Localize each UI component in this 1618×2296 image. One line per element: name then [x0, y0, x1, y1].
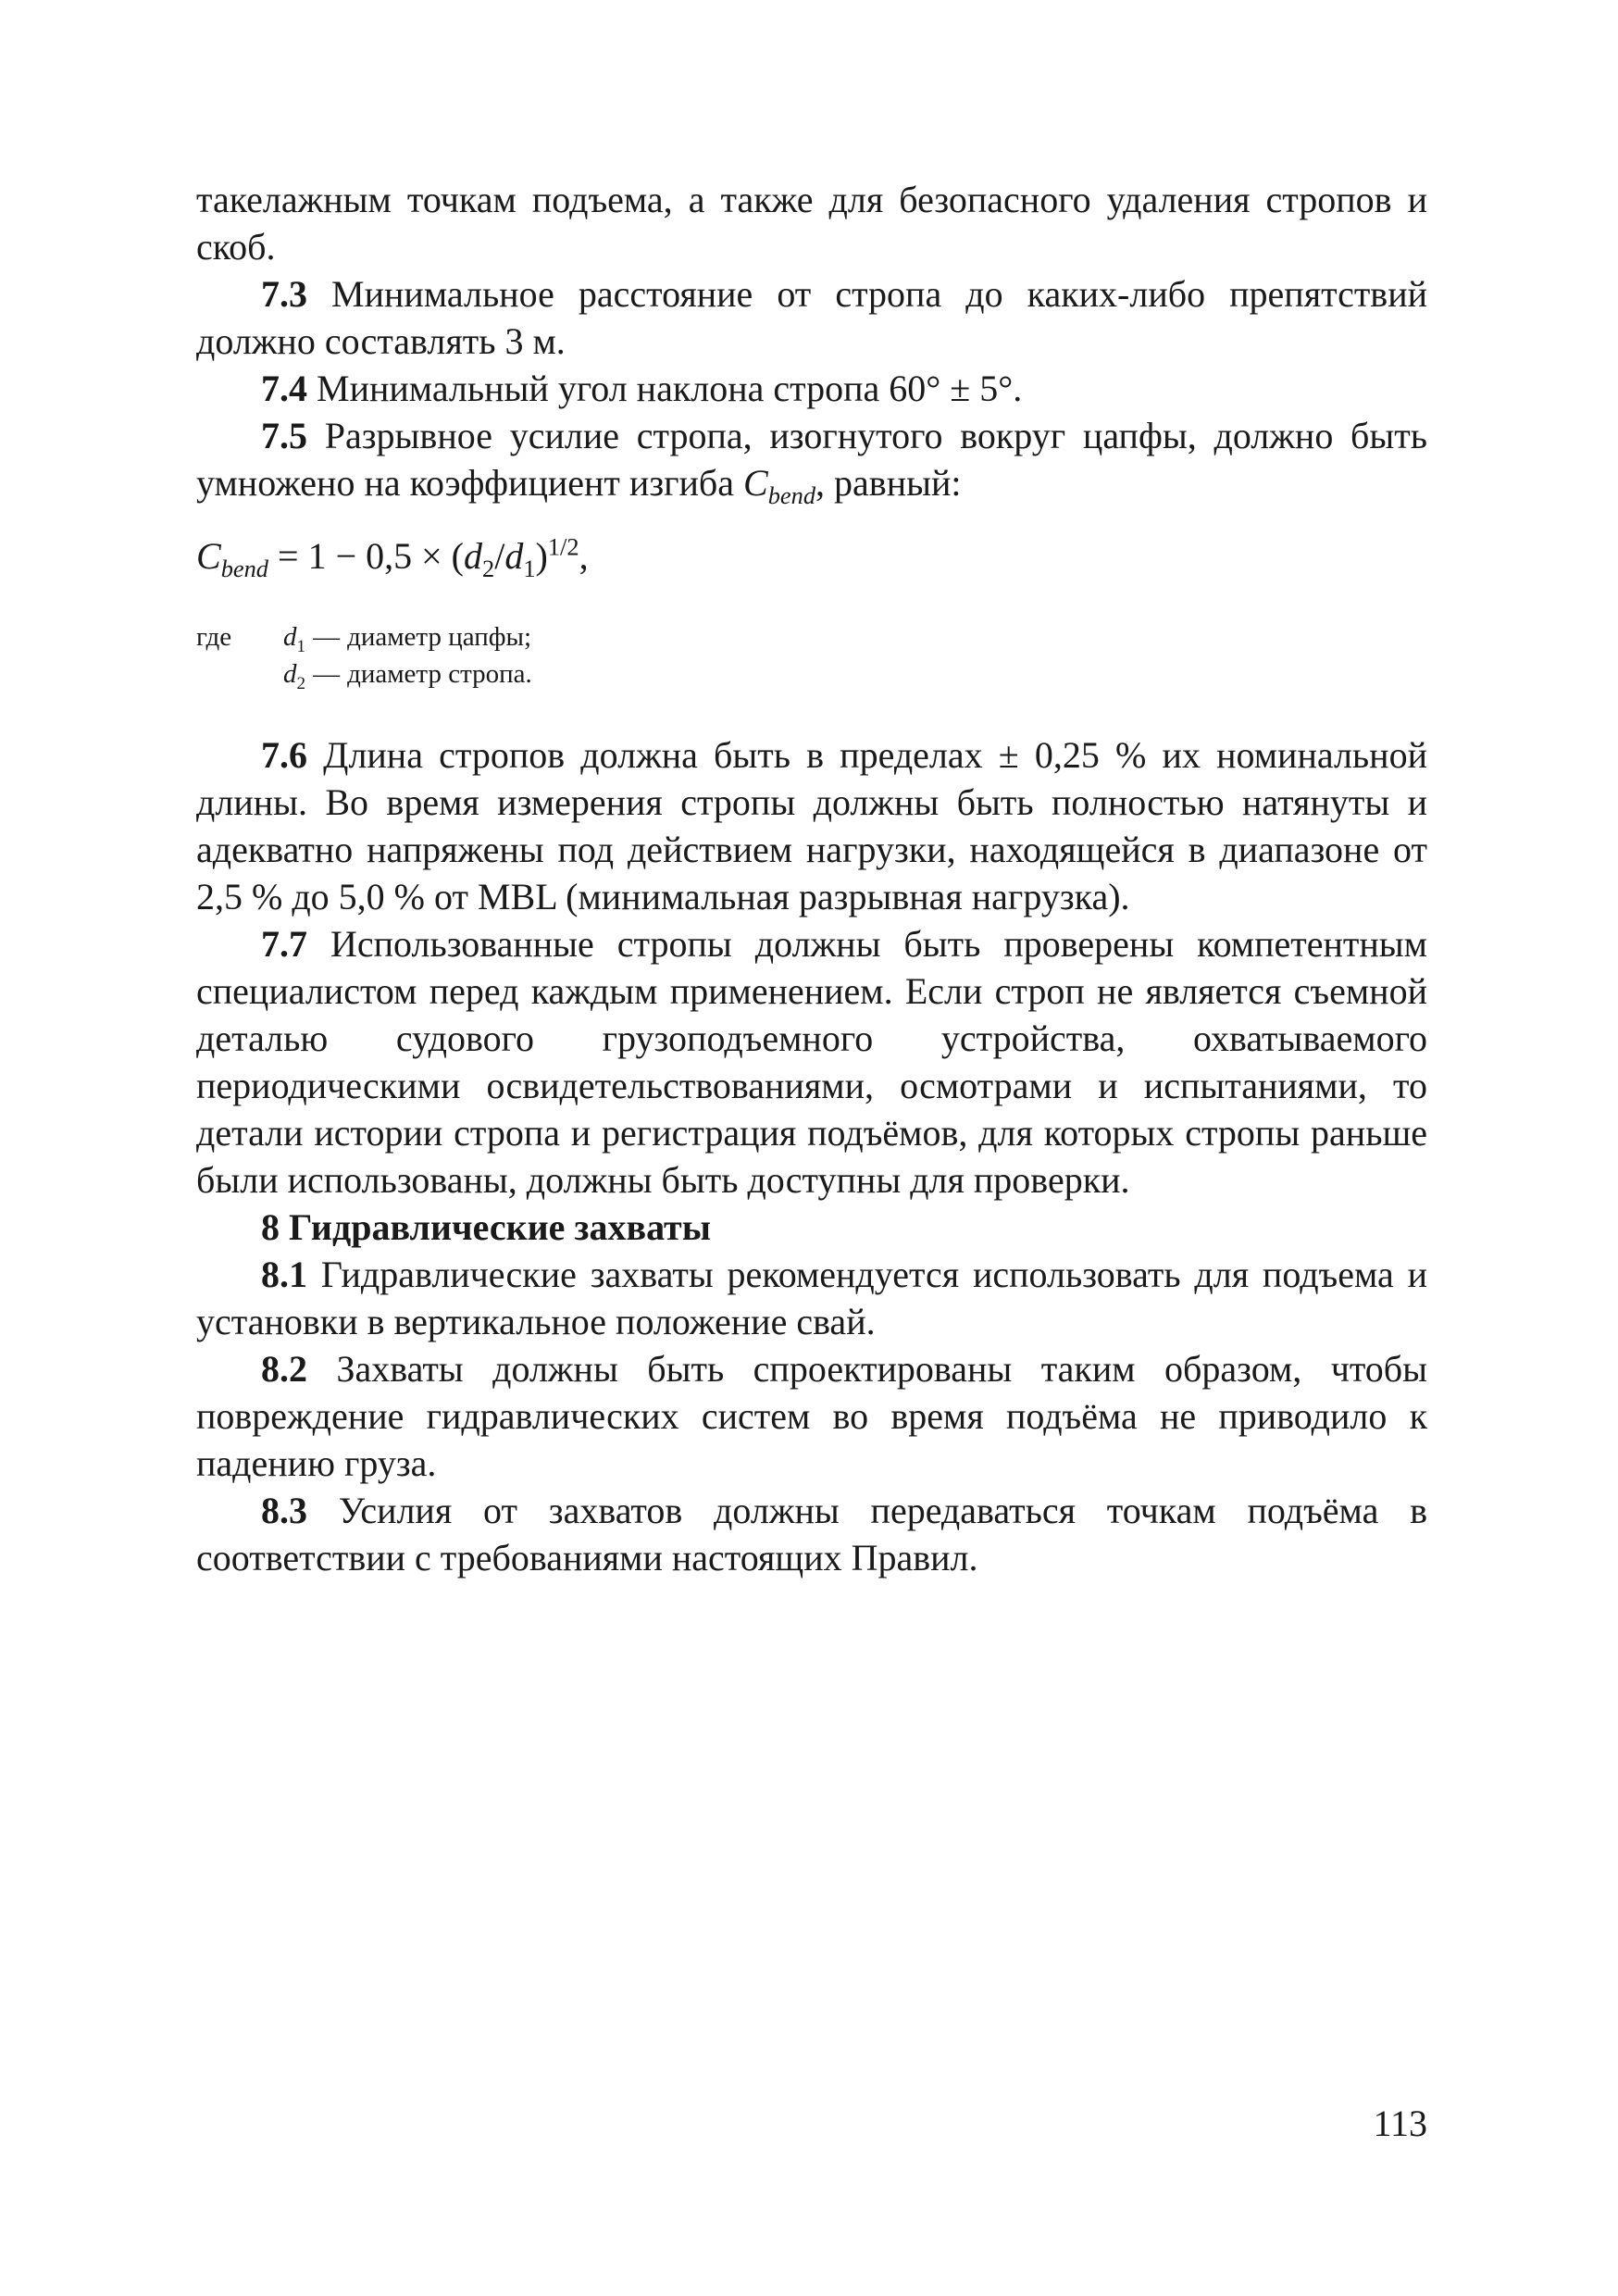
- symbol: C: [743, 462, 768, 504]
- formula-d1: d: [504, 535, 524, 577]
- legend-sub: 1: [296, 636, 306, 656]
- item-number: 7.7: [261, 923, 307, 965]
- paragraph-8-3: [196, 1487, 1427, 1581]
- formula-d1-sub: 1: [523, 555, 536, 582]
- paragraph-7-7: [196, 920, 1427, 1204]
- item-text: Разрывное усилие стропа, изогнутого вокруг цапфы, должно быть умножено на коэффициент изгиба: [196, 415, 1428, 504]
- item-text: Использованные стропы должны быть проверены компетентным специалистом перед каждым применением. Если строп не является съемной деталью судового грузоподъемного устройства, охватываемого периодическими освидетельствованиями, осмотрами и испытаниями, то детали истории стропа и регистрация подъёмов, для которых стропы раньше были использованы, должны быть доступны для проверки.: [196, 923, 1427, 1201]
- item-number: 8.2: [261, 1348, 307, 1390]
- item-text: Длина стропов должна быть в пределах ± 0,25 % их номинальной длины. Во время измерения стропы должны быть полностью натянуты и адекватно напряжены под действием нагрузки, находящейся в диапазоне от 2,5 % до 5,0 % от MBL (минимальная разрывная нагрузка).: [196, 734, 1427, 917]
- formula-d2-sub: 2: [482, 555, 495, 582]
- section-heading: 8 Гидравлические захваты: [261, 1206, 711, 1248]
- item-number: 8.1: [261, 1254, 307, 1295]
- formula-c-bend: [196, 533, 589, 580]
- formula-slash: /: [494, 535, 505, 577]
- item-number: 7.5: [261, 415, 307, 456]
- legend-sym: d: [283, 622, 297, 652]
- formula-lhs-sub: bend: [220, 555, 268, 582]
- item-text: Минимальное расстояние от стропа до каких-либо препятствий должно составлять 3 м.: [196, 273, 1428, 362]
- text-block-top: [196, 176, 1428, 509]
- formula-tail: ,: [579, 535, 589, 577]
- paragraph-8-1: [196, 1251, 1427, 1345]
- formula-d2: d: [464, 535, 482, 577]
- item-number: 7.4: [261, 368, 307, 409]
- formula-close: ): [535, 535, 548, 577]
- formula-power: 1/2: [547, 532, 579, 561]
- legend-desc-d1: диаметр цапфы;: [347, 622, 532, 652]
- item-text: Усилия от захватов должны передаваться точкам подъёма в соответствии с требованиями настоящих Правил.: [196, 1490, 1428, 1578]
- item-number: 8.3: [261, 1490, 307, 1531]
- paragraph-7-5: [196, 412, 1428, 509]
- legend-sym: d: [283, 659, 297, 689]
- legend-sub: 2: [296, 673, 306, 693]
- legend-symbol-d1: [283, 618, 313, 655]
- formula-eq: =: [268, 535, 308, 577]
- symbol-subscript: bend: [767, 481, 816, 509]
- legend-desc-d2: диаметр стропа.: [347, 659, 532, 689]
- formula-legend: [196, 618, 540, 693]
- paragraph-continuation: такелажным точкам подъема, а также для безопасного удаления стропов и скоб.: [196, 179, 1427, 268]
- item-number: 7.3: [261, 273, 307, 315]
- where-word: где: [196, 622, 232, 652]
- paragraph-7-6: [196, 731, 1427, 920]
- text-block-bottom: [196, 731, 1427, 1581]
- paragraph-7-3: [196, 270, 1427, 365]
- legend-dash: —: [313, 659, 341, 689]
- paragraph-7-4: [196, 365, 1427, 412]
- formula-rhs-pre: 1 − 0,5 × (: [307, 535, 464, 577]
- formula-lhs: C: [196, 535, 221, 577]
- paragraph-8-2: [196, 1345, 1427, 1487]
- item-text: Гидравлические захваты рекомендуется использовать для подъема и установки в вертикальное положение свай.: [196, 1254, 1428, 1342]
- item-text-after: , равный:: [815, 462, 962, 504]
- item-number: 7.6: [261, 734, 307, 776]
- legend-symbol-d2: [283, 655, 313, 693]
- item-text: Минимальный угол наклона стропа 60° ± 5°.: [317, 368, 1023, 409]
- legend-dash: —: [313, 622, 341, 652]
- item-text: Захваты должны быть спроектированы таким образом, чтобы повреждение гидравлических систем во время подъёма не приводило к падению груза.: [196, 1348, 1427, 1484]
- page-number: 113: [1373, 2103, 1427, 2144]
